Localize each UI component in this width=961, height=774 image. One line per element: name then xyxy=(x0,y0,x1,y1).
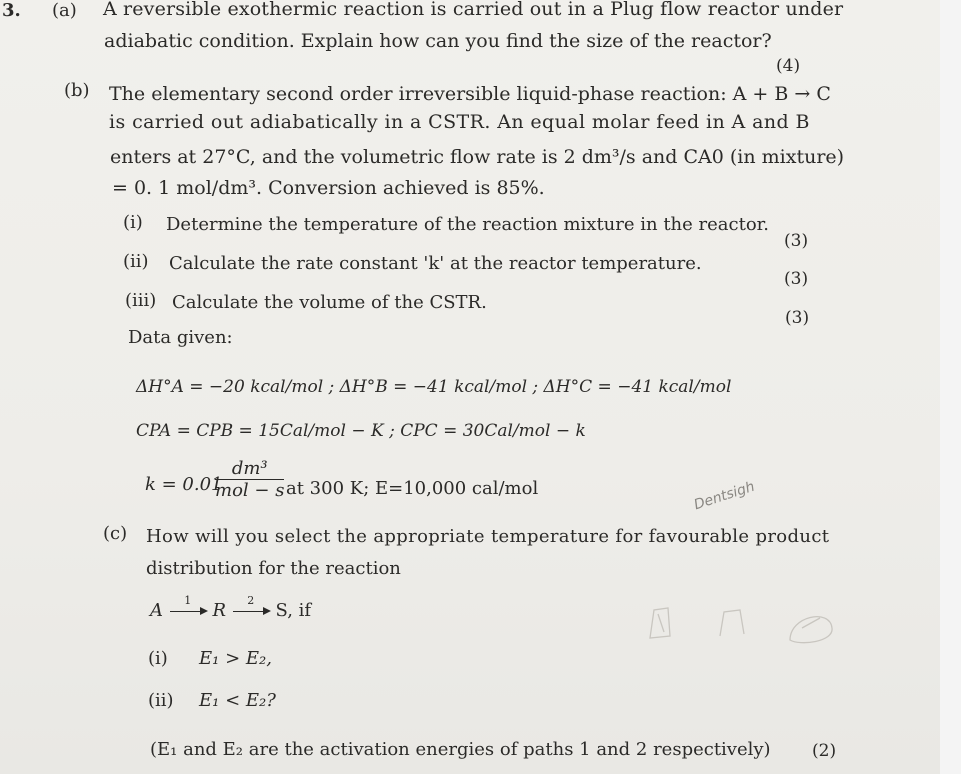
part-a-label: (a) xyxy=(52,0,77,21)
part-c-marks: (2) xyxy=(812,741,837,761)
part-a-line1: A reversible exothermic reaction is carried out in a Plug flow reactor under xyxy=(103,0,844,20)
scheme-species-r: R xyxy=(212,600,227,621)
part-b-line2: is carried out adiabatically in a CSTR. An equal molar feed in A and B xyxy=(109,111,810,133)
pencil-sketch xyxy=(640,598,850,654)
rate-constant-unit-fraction xyxy=(215,458,284,501)
rate-constant-prefix: k = 0.01 xyxy=(145,474,223,495)
part-b-line3: enters at 27°C, and the volumetric flow rate is 2 dm³/s and CA0 (in mixture) xyxy=(110,146,845,168)
part-b-sub-i-text: Determine the temperature of the reaction mixture in the reactor. xyxy=(166,214,770,235)
side-strip xyxy=(940,0,961,774)
part-b-sub-ii-text: Calculate the rate constant 'k' at the reactor temperature. xyxy=(169,253,702,274)
part-b-sub-iii-label: (iii) xyxy=(125,290,157,311)
enthalpy-data: ΔH°A = −20 kcal/mol ; ΔH°B = −41 kcal/mol ; ΔH°C = −41 kcal/mol xyxy=(136,377,732,397)
part-a-line2: adiabatic condition. Explain how can you find the size of the reactor? xyxy=(104,30,772,52)
scheme-species-a: A xyxy=(150,600,163,621)
data-given-heading: Data given: xyxy=(128,327,233,348)
part-c-sub-ii-label: (ii) xyxy=(148,690,174,711)
arrow-2-label: 2 xyxy=(247,594,255,607)
part-b-sub-iii-text: Calculate the volume of the CSTR. xyxy=(172,292,487,313)
scheme-arrow-1 xyxy=(169,594,207,622)
part-c-line2: distribution for the reaction xyxy=(146,558,401,579)
part-c-sub-ii-text: E₁ < E₂? xyxy=(199,690,276,711)
part-c-label: (c) xyxy=(103,523,128,544)
rate-constant-unit-numerator: dm³ xyxy=(215,458,284,480)
scheme-species-s: S, if xyxy=(275,600,312,621)
part-b-label: (b) xyxy=(64,80,90,101)
question-number: 3. xyxy=(2,0,21,21)
scheme-arrow-2 xyxy=(232,594,270,622)
part-c-note: (E₁ and E₂ are the activation energies of paths 1 and 2 respectively) xyxy=(150,739,771,760)
part-c-line1: How will you select the appropriate temperature for favourable product xyxy=(146,526,830,547)
heat-capacity-data: CPA = CPB = 15Cal/mol − K ; CPC = 30Cal/mol − k xyxy=(136,421,586,441)
part-b-sub-iii-marks: (3) xyxy=(785,308,810,328)
arrow-1-label: 1 xyxy=(184,594,192,607)
part-b-line1: The elementary second order irreversible liquid-phase reaction: A + B → C xyxy=(109,83,831,105)
part-b-sub-i-label: (i) xyxy=(123,212,143,233)
rate-constant-unit-denominator: mol − s xyxy=(215,480,285,501)
part-b-sub-i-marks: (3) xyxy=(784,231,809,251)
part-a-marks: (4) xyxy=(776,56,801,76)
part-b-line4: = 0. 1 mol/dm³. Conversion achieved is 85%. xyxy=(112,177,545,199)
margin-scribble: Dentsigh xyxy=(692,478,757,514)
part-c-sub-i-label: (i) xyxy=(148,648,168,669)
rate-constant-suffix: at 300 K; E=10,000 cal/mol xyxy=(286,478,539,499)
part-b-sub-ii-label: (ii) xyxy=(123,251,149,272)
part-c-sub-i-text: E₁ > E₂, xyxy=(199,648,272,669)
reaction-scheme xyxy=(150,594,312,622)
part-b-sub-ii-marks: (3) xyxy=(784,269,809,289)
